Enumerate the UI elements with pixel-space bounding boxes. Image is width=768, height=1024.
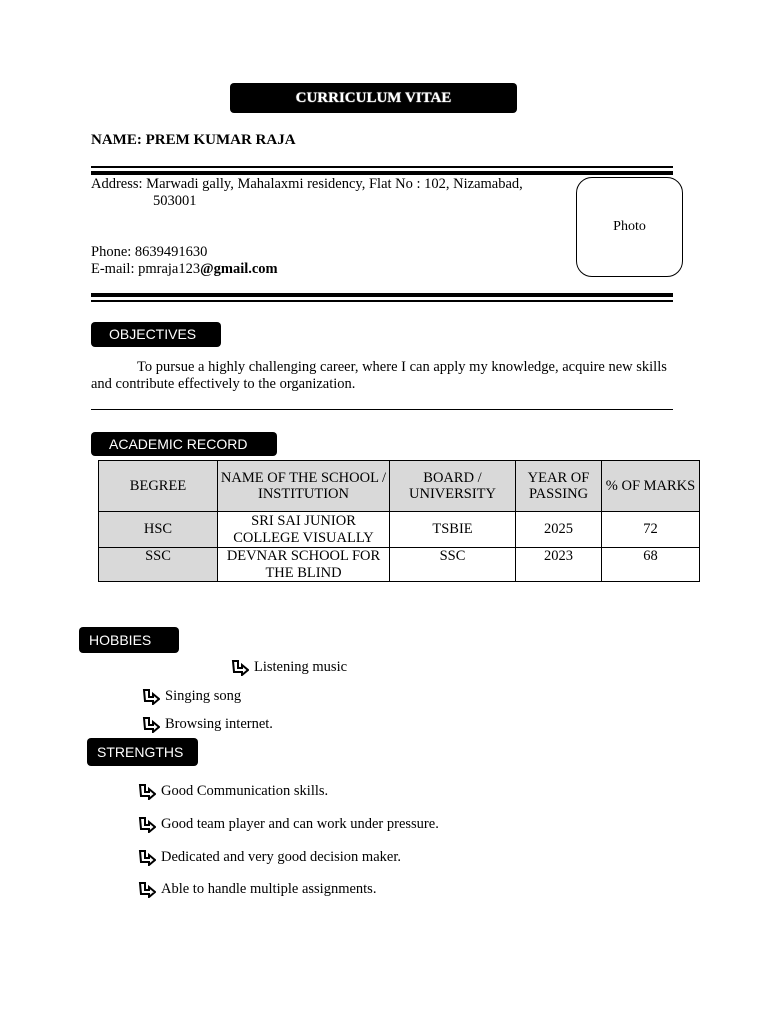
list-item [142,688,241,705]
col-header-board: BOARD / UNIVERSITY [390,461,516,512]
arrow-bullet-icon [138,850,156,866]
address-block [91,176,571,210]
table-row [99,548,700,582]
cell-degree: HSC [99,512,218,548]
cell-year: 2025 [516,512,602,548]
list-item [138,783,328,800]
divider-mid-upper [91,293,673,297]
list-item [142,716,273,733]
arrow-bullet-icon [138,817,156,833]
col-header-year: YEAR OF PASSING [516,461,602,512]
cell-marks: 68 [602,548,700,582]
strengths-heading: STRENGTHS [87,738,198,766]
divider-objectives [91,409,673,410]
divider-mid-lower [91,300,673,302]
strength-label: Good team player and can work under pressure. [161,816,439,832]
strength-label: Dedicated and very good decision maker. [161,849,401,865]
list-item [138,849,401,866]
cell-board: TSBIE [390,512,516,548]
hobby-label: Singing song [165,688,242,704]
academic-table [98,460,700,582]
col-header-marks: % OF MARKS [602,461,700,512]
email-prefix: E-mail: pmraja123 [91,261,201,277]
phone-number: Phone: 8639491630 [91,244,208,260]
arrow-bullet-icon [138,784,156,800]
arrow-bullet-icon [138,882,156,898]
address-line-1: Address: Marwadi gally, Mahalaxmi residency, Flat No : 102, Nizamabad, [91,176,523,192]
academic-heading: ACADEMIC RECORD [91,432,277,456]
email [91,261,278,278]
hobby-label: Listening music [254,659,348,675]
email-domain: @gmail.com [200,261,278,277]
candidate-name: NAME: PREM KUMAR RAJA [91,132,296,148]
cv-title: CURRICULUM VITAE [230,83,517,113]
objectives-heading: OBJECTIVES [91,322,221,347]
divider-top-lower [91,171,673,175]
strength-label: Able to handle multiple assignments. [161,881,377,897]
cell-year: 2023 [516,548,602,582]
cell-degree: SSC [99,548,218,582]
objectives-paragraph: To pursue a highly challenging career, where I can apply my knowledge, acquire new skills and contribute effectively to the organization. [91,359,667,392]
list-item [138,881,376,898]
col-header-degree: BEGREE [99,461,218,512]
cell-institution: DEVNAR SCHOOL FOR THE BLIND [218,548,390,582]
table-row [99,512,700,548]
address-line-2: 503001 [153,193,197,209]
list-item [231,659,347,676]
strength-label: Good Communication skills. [161,783,329,799]
objectives-text [91,359,673,393]
divider-top-upper [91,166,673,168]
cell-board: SSC [390,548,516,582]
table-header-row [99,461,700,512]
photo-placeholder: Photo [576,177,683,277]
arrow-bullet-icon [142,689,160,705]
arrow-bullet-icon [142,717,160,733]
cell-institution: SRI SAI JUNIOR COLLEGE VISUALLY [218,512,390,548]
hobby-label: Browsing internet. [165,716,273,732]
contact-block [91,244,278,278]
col-header-institution: NAME OF THE SCHOOL / INSTITUTION [218,461,390,512]
arrow-bullet-icon [231,660,249,676]
list-item [138,816,439,833]
cell-marks: 72 [602,512,700,548]
hobbies-heading: HOBBIES [79,627,179,653]
